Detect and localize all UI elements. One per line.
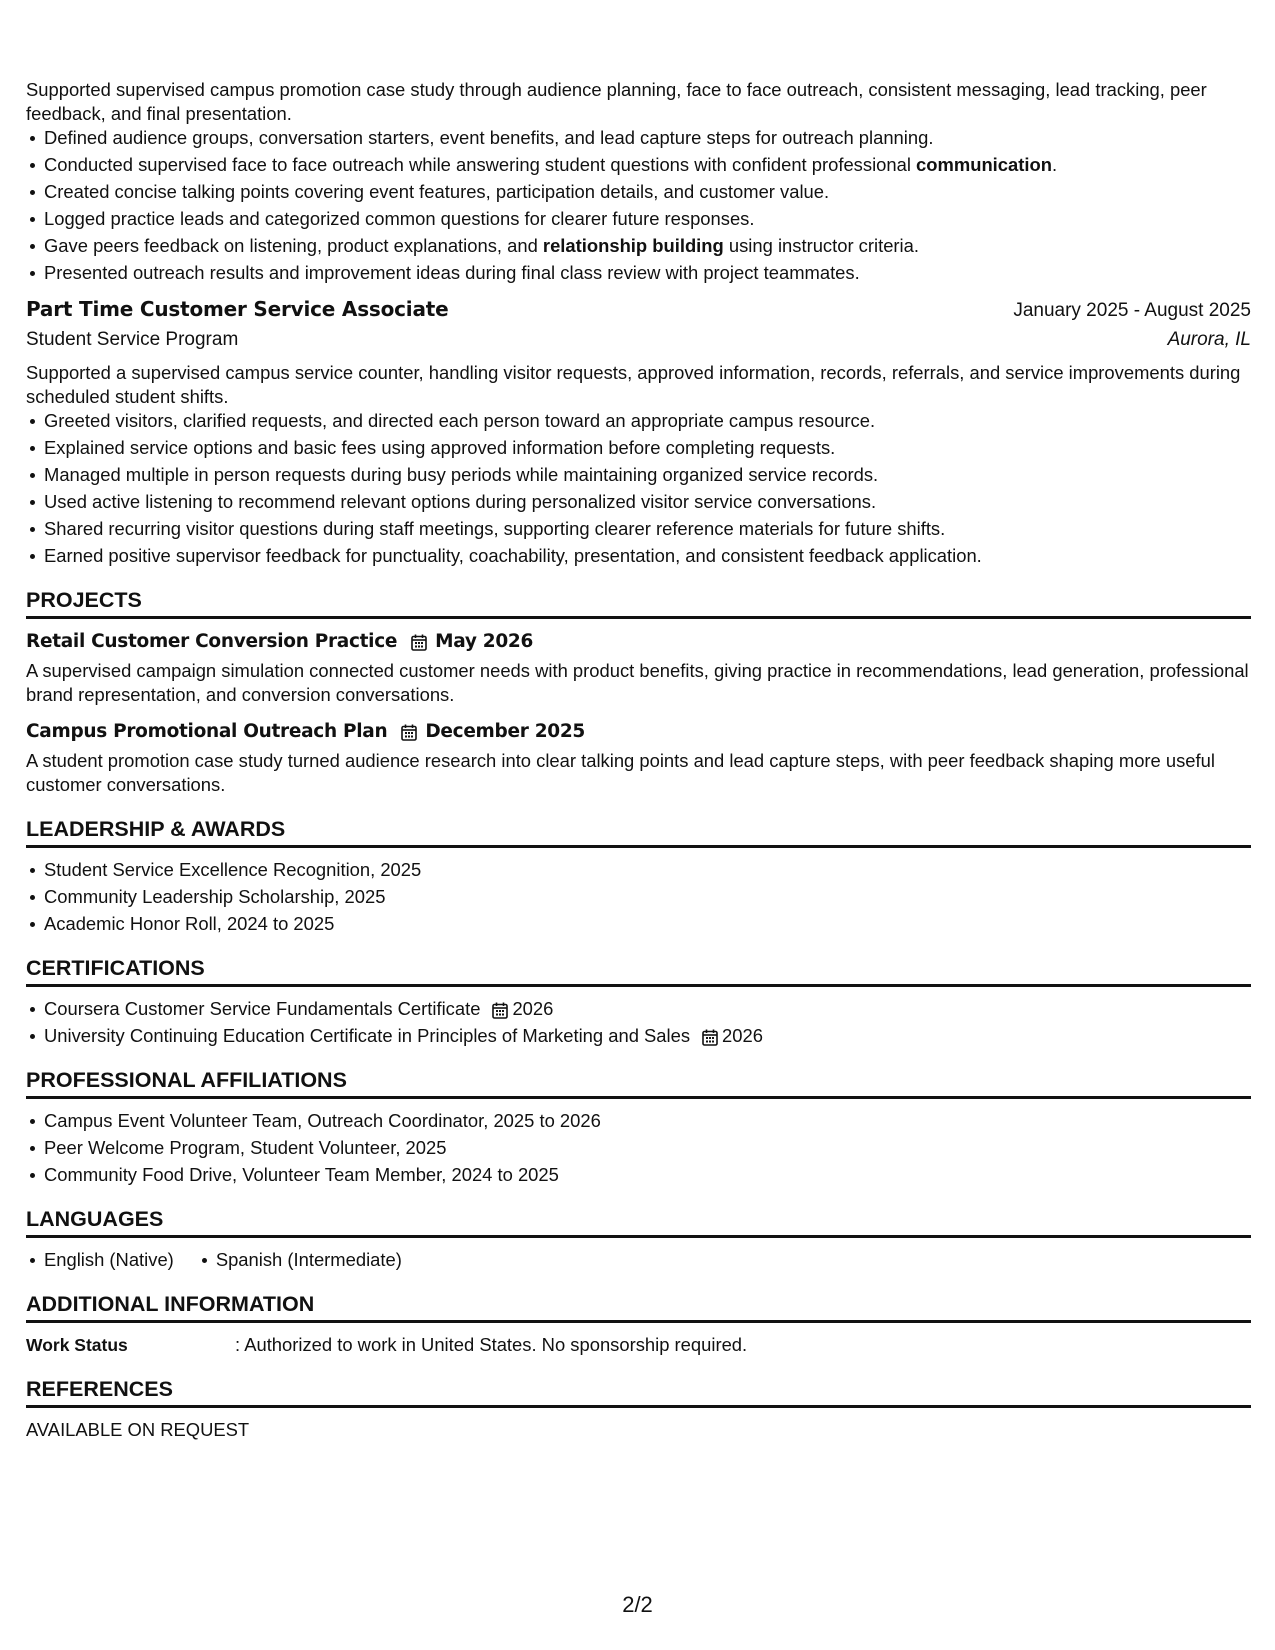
job-title: Part Time Customer Service Associate bbox=[26, 297, 449, 321]
affiliations-heading: PROFESSIONAL AFFILIATIONS bbox=[26, 1066, 1251, 1099]
project-title: Retail Customer Conversion Practice bbox=[26, 631, 398, 652]
project-date: December 2025 bbox=[425, 721, 585, 742]
list-item: Presented outreach results and improvement ideas during final class review with project teammates. bbox=[44, 261, 1251, 285]
certification-year: 2026 bbox=[512, 998, 554, 1019]
job-summary: Supported a supervised campus service counter, handling visitor requests, approved information, records, referrals, and service improvements during scheduled student shifts. bbox=[26, 362, 1241, 407]
list-item: Shared recurring visitor questions during staff meetings, supporting clearer reference materials for future shifts. bbox=[44, 517, 1251, 541]
list-item: Explained service options and basic fees using approved information before completing requests. bbox=[44, 436, 1251, 460]
project-description: A supervised campaign simulation connected customer needs with product benefits, giving practice in recommendations, lead generation, professional brand representation, and conversion conversations. bbox=[26, 660, 1249, 705]
calendar-icon bbox=[492, 1001, 508, 1018]
affiliations-list bbox=[26, 1109, 1251, 1187]
list-item: Peer Welcome Program, Student Volunteer, 2025 bbox=[44, 1136, 1251, 1160]
list-item: Created concise talking points covering event features, participation details, and customer value. bbox=[44, 180, 1251, 204]
project-header bbox=[26, 719, 1251, 745]
job-subheader bbox=[26, 327, 1251, 353]
work-status-value: : Authorized to work in United States. No sponsorship required. bbox=[235, 1334, 748, 1355]
list-item: Earned positive supervisor feedback for punctuality, coachability, presentation, and consistent feedback application. bbox=[44, 544, 1251, 568]
job-dates: January 2025 - August 2025 bbox=[1013, 300, 1251, 321]
languages-list bbox=[26, 1248, 1251, 1272]
certification-name: Coursera Customer Service Fundamentals Certificate bbox=[44, 998, 481, 1019]
additional-info-heading: ADDITIONAL INFORMATION bbox=[26, 1290, 1251, 1323]
job-organization: Student Service Program bbox=[26, 329, 239, 350]
list-item: Conducted supervised face to face outreach while answering student questions with confident professional communication. bbox=[44, 153, 1251, 177]
list-item bbox=[44, 1024, 1251, 1048]
calendar-icon bbox=[702, 1028, 718, 1045]
certifications-list bbox=[26, 997, 1251, 1048]
list-item bbox=[44, 997, 1251, 1021]
certifications-heading: CERTIFICATIONS bbox=[26, 954, 1251, 987]
certification-name: University Continuing Education Certificate in Principles of Marketing and Sales bbox=[44, 1025, 691, 1046]
list-item: Student Service Excellence Recognition, 2025 bbox=[44, 858, 1251, 882]
projects-heading: PROJECTS bbox=[26, 586, 1251, 619]
page-number: 2/2 bbox=[622, 1592, 653, 1617]
job-header bbox=[26, 295, 1251, 325]
list-item: Gave peers feedback on listening, product explanations, and relationship building using instructor criteria. bbox=[44, 234, 1251, 258]
certification-year: 2026 bbox=[722, 1025, 763, 1046]
list-item: Logged practice leads and categorized common questions for clearer future responses. bbox=[44, 207, 1251, 231]
leadership-list bbox=[26, 858, 1251, 936]
project-header bbox=[26, 629, 1251, 655]
calendar-icon bbox=[401, 724, 417, 741]
list-item: Greeted visitors, clarified requests, and directed each person toward an appropriate campus resource. bbox=[44, 409, 1251, 433]
language-item: Spanish (Intermediate) bbox=[215, 1249, 402, 1270]
project-title: Campus Promotional Outreach Plan bbox=[26, 721, 388, 742]
work-status-label: Work Status bbox=[26, 1335, 128, 1355]
references-text: AVAILABLE ON REQUEST bbox=[26, 1419, 250, 1440]
languages-heading: LANGUAGES bbox=[26, 1205, 1251, 1238]
job-bullets bbox=[26, 409, 1251, 568]
outreach-summary: Supported supervised campus promotion case study through audience planning, face to face outreach, consistent messaging, lead tracking, peer feedback, and final presentation. bbox=[26, 79, 1207, 124]
project-date: May 2026 bbox=[435, 631, 534, 652]
language-item: English (Native) bbox=[44, 1249, 174, 1270]
calendar-icon bbox=[411, 634, 427, 651]
list-item: Used active listening to recommend relevant options during personalized visitor service conversations. bbox=[44, 490, 1251, 514]
work-status-row bbox=[26, 1333, 1251, 1357]
references-heading: REFERENCES bbox=[26, 1375, 1251, 1408]
job-location: Aurora, IL bbox=[1167, 329, 1251, 350]
leadership-heading: LEADERSHIP & AWARDS bbox=[26, 815, 1251, 848]
list-item: Academic Honor Roll, 2024 to 2025 bbox=[44, 912, 1251, 936]
outreach-bullets bbox=[26, 126, 1251, 285]
resume-page bbox=[26, 78, 1251, 1442]
list-item: Community Food Drive, Volunteer Team Member, 2024 to 2025 bbox=[44, 1163, 1251, 1187]
list-item: Defined audience groups, conversation starters, event benefits, and lead capture steps for outreach planning. bbox=[44, 126, 1251, 150]
list-item: Campus Event Volunteer Team, Outreach Coordinator, 2025 to 2026 bbox=[44, 1109, 1251, 1133]
list-item: Managed multiple in person requests during busy periods while maintaining organized service records. bbox=[44, 463, 1251, 487]
project-description: A student promotion case study turned audience research into clear talking points and lead capture steps, with peer feedback shaping more useful customer conversations. bbox=[26, 750, 1215, 795]
list-item: Community Leadership Scholarship, 2025 bbox=[44, 885, 1251, 909]
